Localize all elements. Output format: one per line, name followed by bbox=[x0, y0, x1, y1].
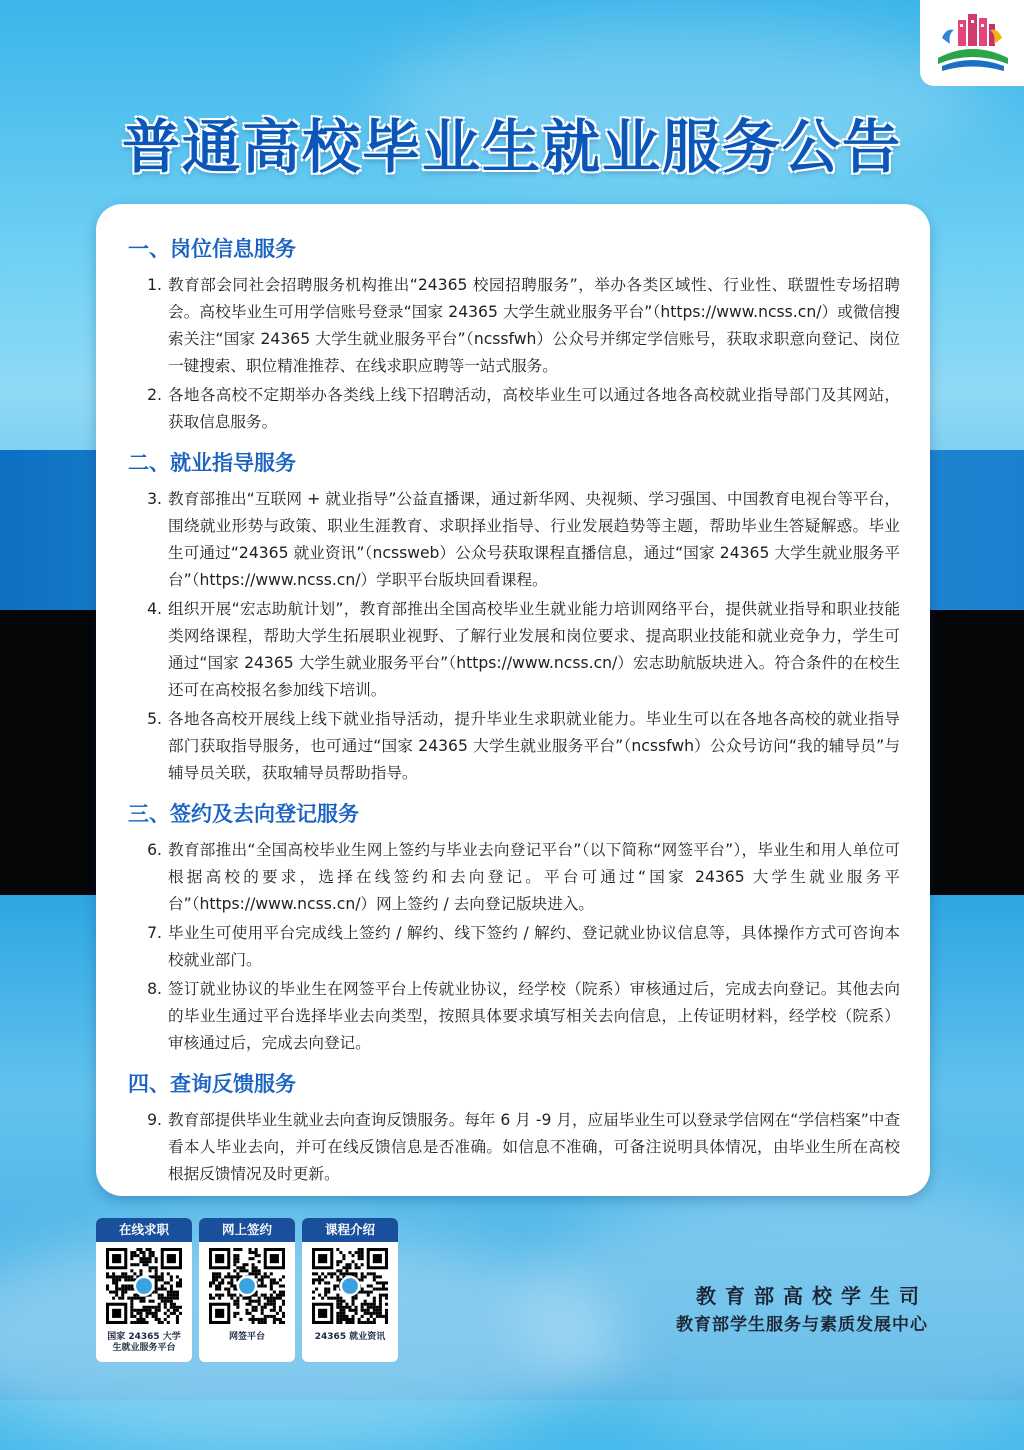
item-text: 各地各高校不定期举办各类线上线下招聘活动，高校毕业生可以通过各地各高校就业指导部门及其网站，获取信息服务。 bbox=[168, 386, 900, 431]
item-text: 教育部推出“全国高校毕业生网上签约与毕业去向登记平台”（以下简称“网签平台”），毕业生和用人单位可根据高校的要求，选择在线签约和去向登记。平台可通过“国家 24365 大学生就业服务平台”（https://www.ncss.cn/）网上签约 / 去向登记版块进入。 bbox=[168, 841, 900, 913]
qr-caption-line: 24365 就业资讯 bbox=[314, 1332, 386, 1342]
item-text: 各地各高校开展线上线下就业指导活动，提升毕业生求职就业能力。毕业生可以在各地各高校的就业指导部门获取指导服务，也可通过“国家 24365 大学生就业服务平台”（ncssfwh）公众号访问“我的辅导员”与辅导员关联，获取辅导员帮助指导。 bbox=[168, 710, 900, 782]
item-number: 2. bbox=[147, 386, 162, 404]
section-heading: 二、就业指导服务 bbox=[128, 451, 296, 475]
qr-code-header: 网上签约 bbox=[199, 1218, 295, 1242]
item-text: 教育部会同社会招聘服务机构推出“24365 校园招聘服务”，举办各类区域性、行业性、联盟性专场招聘会。高校毕业生可用学信账号登录“国家 24365 大学生就业服务平台”（https://www.ncss.cn/）或微信搜索关注“国家 24365 大学生就业服务平台”（ncssfwh）公众号并绑定学信账号，获取求职意向登记、岗位一键搜索、职位精准推荐、在线求职应聘等一站式服务。 bbox=[168, 276, 900, 375]
announcement-card bbox=[96, 204, 930, 1196]
list-item bbox=[132, 486, 900, 594]
page-title: 普通高校毕业生就业服务公告 bbox=[121, 113, 902, 181]
qr-code-caption bbox=[96, 1332, 192, 1354]
list-item bbox=[132, 382, 900, 436]
item-text: 毕业生可使用平台完成线上签约 / 解约、线下签约 / 解约、登记就业协议信息等，具体操作方式可咨询本校就业部门。 bbox=[168, 924, 900, 969]
section-heading: 一、岗位信息服务 bbox=[128, 237, 296, 261]
city-logo-icon bbox=[920, 0, 1024, 86]
list-item bbox=[132, 920, 900, 974]
list-item bbox=[132, 1107, 900, 1188]
qr-code-icon bbox=[312, 1248, 388, 1324]
qr-code-header: 在线求职 bbox=[96, 1218, 192, 1242]
org-name-secondary: 教育部学生服务与素质发展中心 bbox=[676, 1315, 928, 1335]
list-item bbox=[132, 706, 900, 787]
section-heading: 四、查询反馈服务 bbox=[128, 1072, 296, 1096]
item-number: 5. bbox=[147, 710, 162, 728]
org-name-primary: 教育部高校学生司 bbox=[696, 1284, 928, 1308]
item-number: 6. bbox=[147, 841, 162, 859]
item-text: 教育部推出“互联网 + 就业指导”公益直播课，通过新华网、央视频、学习强国、中国教育电视台等平台，围绕就业形势与政策、职业生涯教育、求职择业指导、行业发展趋势等主题，帮助毕业生答疑解惑。毕业生可通过“24365 就业资讯”（ncssweb）公众号获取课程直播信息，通过“国家 24365 大学生就业服务平台”（https://www.ncss.cn/）学职平台版块回看课程。 bbox=[168, 490, 900, 589]
qr-code-card[interactable] bbox=[302, 1218, 398, 1362]
item-text: 签订就业协议的毕业生在网签平台上传就业协议，经学校（院系）审核通过后，完成去向登记。其他去向的毕业生通过平台选择毕业去向类型，按照具体要求填写相关去向信息，上传证明材料，经学校（院系）审核通过后，完成去向登记。 bbox=[168, 980, 900, 1052]
qr-code-caption bbox=[302, 1332, 398, 1343]
qr-code-header: 课程介绍 bbox=[302, 1218, 398, 1242]
sections-container bbox=[128, 232, 900, 1190]
item-text: 教育部提供毕业生就业去向查询反馈服务。每年 6 月 -9 月，应届毕业生可以登录学信网在“学信档案”中查看本人毕业去向，并可在线反馈信息是否准确。如信息不准确，可备注说明具体情况，由毕业生所在高校根据反馈情况及时更新。 bbox=[168, 1111, 900, 1183]
qr-code-card[interactable] bbox=[199, 1218, 295, 1362]
item-number: 9. bbox=[147, 1111, 162, 1129]
qr-code-caption bbox=[199, 1332, 295, 1343]
qr-caption-line: 生就业服务平台 bbox=[112, 1343, 176, 1353]
qr-code-card[interactable] bbox=[96, 1218, 192, 1362]
item-text: 组织开展“宏志助航计划”，教育部推出全国高校毕业生就业能力培训网络平台，提供就业指导和职业技能类网络课程，帮助大学生拓展职业视野、了解行业发展和岗位要求、提高职业技能和就业竞争力，学生可通过“国家 24365 大学生就业服务平台”（https://www.ncss.cn/）宏志助航版块进入。符合条件的在校生还可在高校报名参加线下培训。 bbox=[168, 600, 900, 699]
qr-caption-line: 网签平台 bbox=[228, 1332, 265, 1342]
qr-code-panel bbox=[96, 1218, 398, 1362]
item-number: 8. bbox=[147, 980, 162, 998]
section-heading: 三、签约及去向登记服务 bbox=[128, 802, 359, 826]
list-item bbox=[132, 596, 900, 704]
qr-code-icon bbox=[209, 1248, 285, 1324]
qr-code-icon bbox=[106, 1248, 182, 1324]
qr-caption-line: 国家 24365 大学 bbox=[107, 1332, 181, 1342]
logo bbox=[920, 0, 1024, 86]
list-item bbox=[132, 272, 900, 380]
item-number: 4. bbox=[147, 600, 162, 618]
item-number: 3. bbox=[147, 490, 162, 508]
item-number: 7. bbox=[147, 924, 162, 942]
item-number: 1. bbox=[147, 276, 162, 294]
section-gap bbox=[132, 1059, 900, 1067]
list-item bbox=[132, 976, 900, 1057]
section-gap bbox=[132, 438, 900, 446]
list-item bbox=[132, 837, 900, 918]
section-gap bbox=[132, 789, 900, 797]
